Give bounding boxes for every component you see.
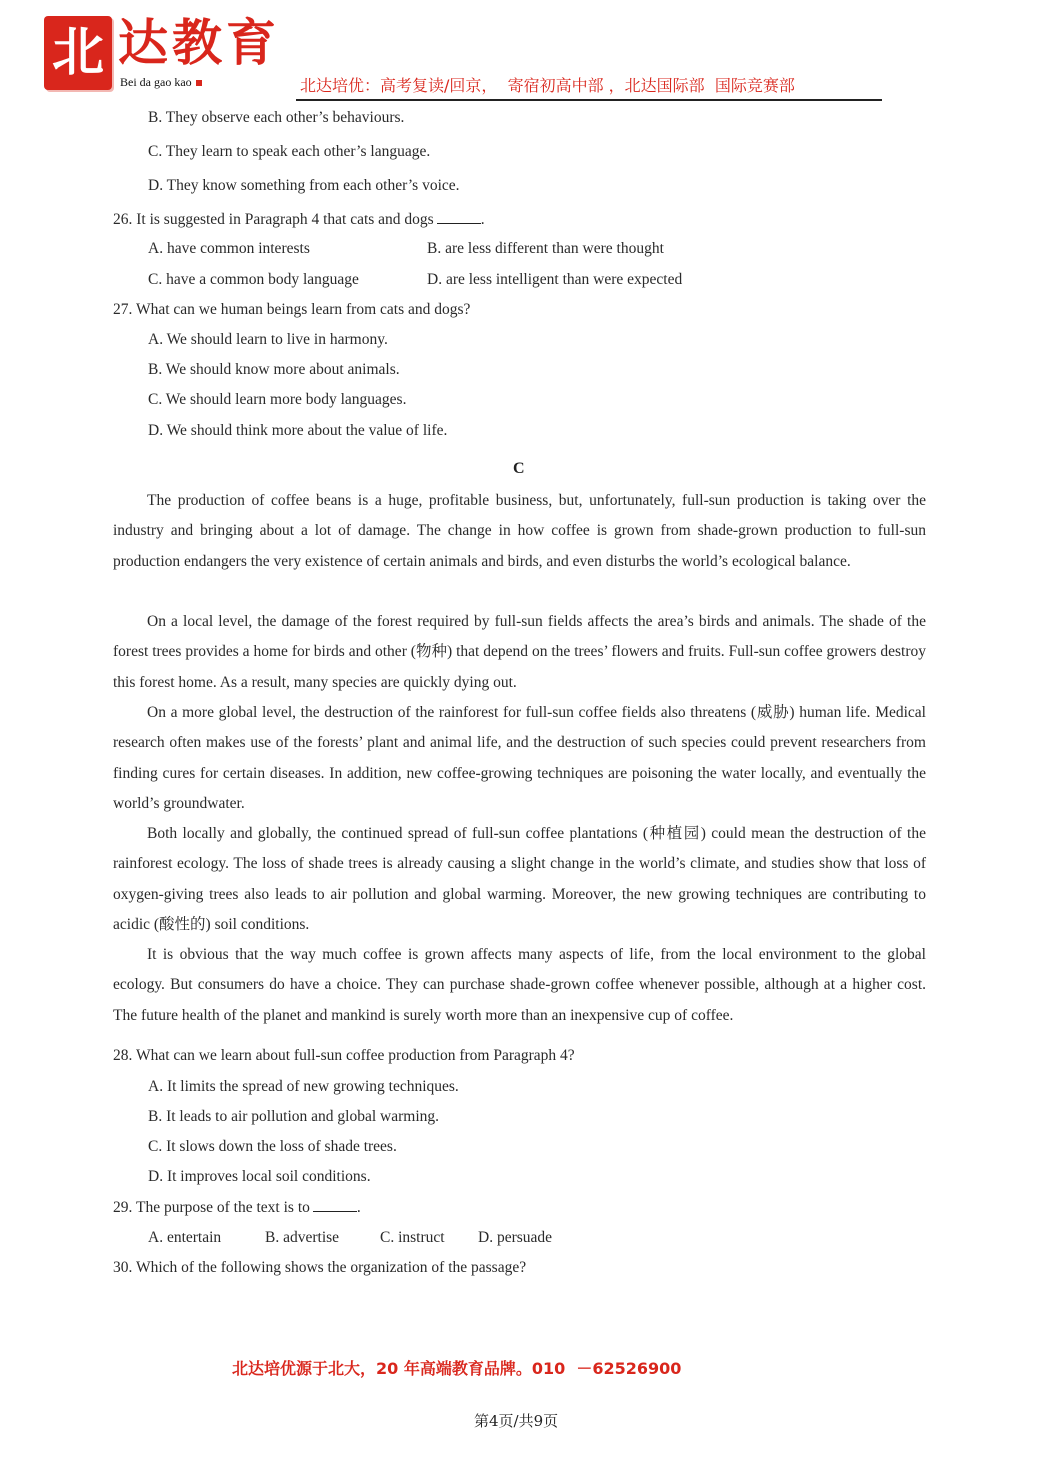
paragraph-text: The production of coffee beans is a huge, profitable business, but, unfortunately, full-sun production is taking over the industry and bringing about a lot of damage. The change in how coffee is grown from shade-grown production to full-sun production endangers the very existence of certain animals and birds, and even disturbs the world’s ecological balance. xyxy=(113,492,926,570)
q28-stem: 28. What can we learn about full-sun coffee production from Paragraph 4? xyxy=(113,1047,575,1064)
q27-option-b: B. We should know more about animals. xyxy=(148,361,400,378)
q27-option-a: A. We should learn to live in harmony. xyxy=(148,331,388,348)
q26-stem xyxy=(113,209,485,230)
logo-mark xyxy=(44,16,112,90)
passage-paragraph-3 xyxy=(113,698,926,819)
q29-option-a: A. entertain xyxy=(148,1229,222,1246)
q25-option-b: B. They observe each other’s behaviours. xyxy=(148,109,405,126)
page-header xyxy=(0,0,1039,110)
q25-option-d: D. They know something from each other’s voice. xyxy=(148,177,460,194)
q27-option-d: D. We should think more about the value of life. xyxy=(148,422,448,439)
logo-pinyin xyxy=(120,75,202,90)
passage-paragraph-4 xyxy=(113,819,926,940)
q25-option-c: C. They learn to speak each other’s language. xyxy=(148,143,431,160)
paragraph-text: Both locally and globally, the continued spread of full-sun coffee plantations (种植园) could mean the destruction of the rainforest ecology. The loss of shade trees is already causing a slight change in the world’s climate, and studies show that loss of oxygen-giving trees also leads to air pollution and global warming. Moreover, the new growing techniques are contributing to acidic (酸性的) soil conditions. xyxy=(113,825,926,933)
q26-option-c: C. have a common body language xyxy=(148,271,359,288)
q27-stem: 27. What can we human beings learn from cats and dogs? xyxy=(113,301,471,318)
paragraph-text: It is obvious that the way much coffee is grown affects many aspects of life, from the local environment to the global ecology. But consumers do have a choice. They can purchase shade-grown coffee whenever possible, although at a higher cost. The future health of the planet and mankind is surely worth more than an inexpensive cup of coffee. xyxy=(113,946,926,1024)
header-slogan: 北达培优：高考复读/回京， 寄宿初高中部 ，北达国际部 国际竞赛部 xyxy=(300,76,795,95)
footer-slogan: 北达培优源于北大，20 年高端教育品牌。010 －62526900 xyxy=(232,1359,682,1378)
q28-option-c: C. It slows down the loss of shade trees. xyxy=(148,1138,397,1155)
page-number: 第4页/共9页 xyxy=(474,1412,559,1430)
q29-stem-text: 29. The purpose of the text is to xyxy=(113,1199,310,1216)
passage-paragraph-2 xyxy=(113,607,926,698)
q29-option-b: B. advertise xyxy=(265,1229,340,1246)
q26-option-b: B. are less different than were thought xyxy=(427,240,664,257)
q28-option-b: B. It leads to air pollution and global warming. xyxy=(148,1108,440,1125)
q29-option-d: D. persuade xyxy=(478,1229,553,1246)
q29-option-c: C. instruct xyxy=(380,1229,445,1246)
q28-option-d: D. It improves local soil conditions. xyxy=(148,1168,371,1185)
q26-stem-end: . xyxy=(480,211,485,228)
paragraph-text: On a local level, the damage of the forest required by full-sun fields affects the area’s birds and animals. The shade of the forest trees provides a home for birds and other (物种) that depend on the trees’ flowers and fruits. Full-sun coffee growers destroy this forest home. As a result, many species are quickly dying out. xyxy=(113,613,926,691)
logo-dot-icon xyxy=(196,80,202,86)
logo-name: 达教育 xyxy=(118,13,280,72)
answer-blank xyxy=(313,1197,357,1212)
q26-option-d: D. are less intelligent than were expected xyxy=(427,271,683,288)
q28-option-a: A. It limits the spread of new growing techniques. xyxy=(148,1078,459,1095)
passage-paragraph-5 xyxy=(113,940,926,1031)
q26-option-a: A. have common interests xyxy=(148,240,310,257)
logo-glyph: 北 xyxy=(51,22,104,83)
answer-blank xyxy=(437,209,481,224)
header-divider xyxy=(296,99,882,101)
paragraph-text: On a more global level, the destruction of the rainforest for full-sun coffee fields also threatens (威胁) human life. Medical research often makes use of the forests’ plant and animal life, and the destruction of such species could prevent researchers from finding cures for certain diseases. In addition, new coffee-growing techniques are poisoning the water locally, and eventually the world’s groundwater. xyxy=(113,704,926,812)
q26-stem-text: 26. It is suggested in Paragraph 4 that cats and dogs xyxy=(113,211,434,228)
logo-pinyin-text: Bei da gao kao xyxy=(120,75,192,89)
q29-stem xyxy=(113,1197,361,1218)
q30-stem: 30. Which of the following shows the organization of the passage? xyxy=(113,1259,527,1276)
section-title: C xyxy=(513,460,525,477)
q29-stem-end: . xyxy=(356,1199,361,1216)
passage-paragraph-1 xyxy=(113,486,926,577)
q27-option-c: C. We should learn more body languages. xyxy=(148,391,407,408)
